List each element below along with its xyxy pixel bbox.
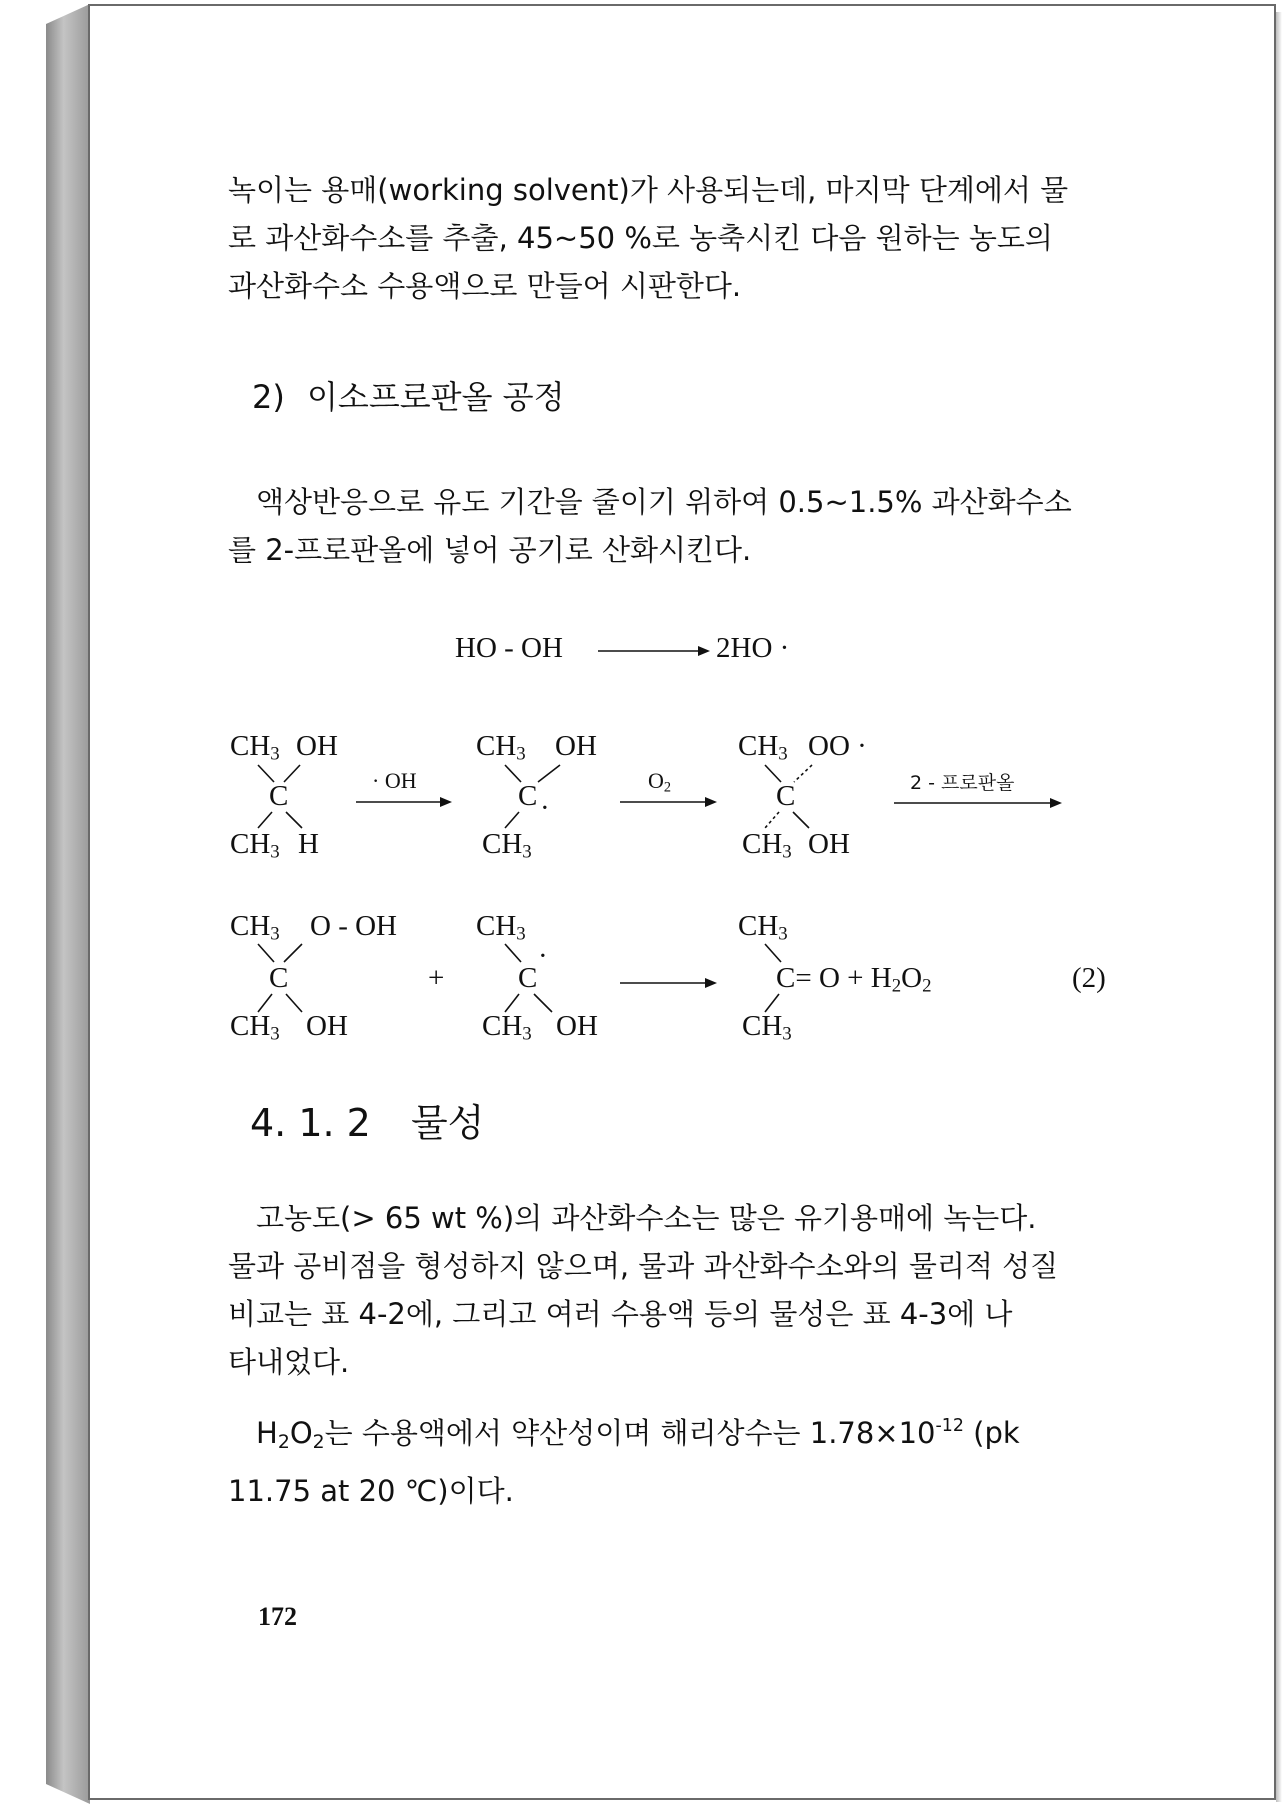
section-number: 4. 1. 2 xyxy=(250,1101,371,1145)
paragraph-3 xyxy=(228,1194,1124,1386)
paragraph-line: 타내었다. xyxy=(228,1345,350,1379)
equation-number: (2) xyxy=(1072,962,1106,994)
methyl-group: $CH_3$ xyxy=(230,730,280,765)
arrow-label-oxygen: $O_2$ xyxy=(648,768,672,796)
section-title: 물성 xyxy=(410,1101,485,1145)
radical-dot: · xyxy=(540,792,550,824)
arrow-label-2-propanol: 2 - 프로판올 xyxy=(910,772,1015,794)
paragraph-line: $H_2O_2$는 수용액에서 약산성이며 해리상수는 $1.78\times 10^{-12}$ (pk xyxy=(256,1416,1020,1453)
paragraph-line: 고농도(> 65 wt %)의 과산화수소는 많은 유기용매에 녹는다. xyxy=(256,1201,1037,1235)
paragraph-line: 로 과산화수소를 추출, 45~50 %로 농축시킨 다음 원하는 농도의 xyxy=(228,221,1053,255)
radical-carbon: C xyxy=(518,780,538,812)
methyl-group: $CH_3$ xyxy=(476,910,526,945)
methyl-group: $CH_3$ xyxy=(476,730,526,765)
section-title: 이소프로판올 공정 xyxy=(307,378,565,416)
arrow-label-hydroxyl-radical: · OH xyxy=(372,768,417,793)
central-carbon: C xyxy=(269,962,289,994)
paragraph-line: 물과 공비점을 형성하지 않으며, 물과 과산화수소와의 물리적 성질 xyxy=(228,1249,1059,1283)
peroxy-radical: OO · xyxy=(808,730,867,762)
hydrogen-atom: H xyxy=(298,828,319,860)
acetone-and-hydrogen-peroxide: $C= O + H_2O_2$ xyxy=(776,962,932,997)
methyl-group: $CH_3$ xyxy=(482,828,532,863)
central-carbon: C xyxy=(776,780,796,812)
methyl-group: $CH_3$ xyxy=(738,730,788,765)
paragraph-line: 녹이는 용매(working solvent)가 사용되는데, 마지막 단계에서 물 xyxy=(228,173,1069,207)
paragraph-line: 액상반응으로 유도 기간을 줄이기 위하여 0.5~1.5% 과산화수소 xyxy=(256,485,1072,519)
radical-carbon: C xyxy=(518,962,538,994)
paragraph-line: 11.75 at 20 ℃)이다. xyxy=(228,1473,514,1508)
hydroxyl-group: OH xyxy=(808,828,850,860)
hydroxyl-group: OH xyxy=(556,1010,598,1042)
section-heading-properties xyxy=(250,1092,484,1147)
page-number: 172 xyxy=(258,1602,297,1631)
radical-dot: · xyxy=(538,940,548,972)
paragraph-line: 과산화수소 수용액으로 만들어 시판한다. xyxy=(228,269,742,303)
hydroxyl-group: OH xyxy=(306,1010,348,1042)
methyl-group: $CH_3$ xyxy=(230,1010,280,1045)
hydroxyl-group: OH xyxy=(296,730,338,762)
methyl-group: $CH_3$ xyxy=(742,1010,792,1045)
equation-product: 2HO · xyxy=(716,632,790,664)
hydroperoxy-group: O - OH xyxy=(310,910,397,942)
equation-reactant: HO - OH xyxy=(455,632,563,664)
methyl-group: $CH_3$ xyxy=(482,1010,532,1045)
paragraph-line: 를 2-프로판올에 넣어 공기로 산화시킨다. xyxy=(228,533,752,567)
methyl-group: $CH_3$ xyxy=(742,828,792,863)
plus-sign: + xyxy=(428,962,445,994)
hydroxyl-group: OH xyxy=(555,730,597,762)
central-carbon: C xyxy=(269,780,289,812)
methyl-group: $CH_3$ xyxy=(738,910,788,945)
methyl-group: $CH_3$ xyxy=(230,828,280,863)
methyl-group: $CH_3$ xyxy=(230,910,280,945)
section-number: 2) xyxy=(252,378,285,416)
paragraph-4 xyxy=(228,1402,1124,1515)
paragraph-line: 비교는 표 4-2에, 그리고 여러 수용액 등의 물성은 표 4-3에 나 xyxy=(228,1297,1013,1331)
exponent: -12 xyxy=(935,1416,964,1436)
